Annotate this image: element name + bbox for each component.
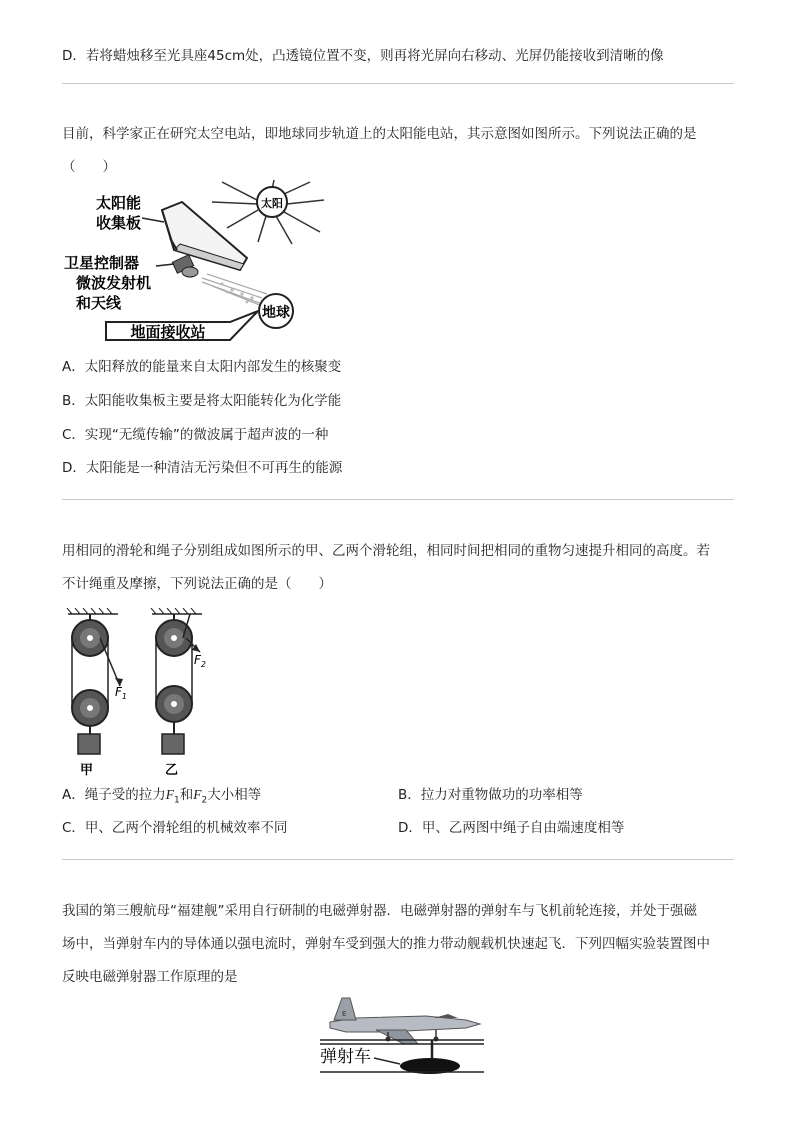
q3-stem-line2: 场中，当弹射车内的导体通以强电流时，弹射车受到强大的推力带动舰载机快速起飞．下列四幅实验装置图中 bbox=[62, 936, 710, 952]
prev-option-d: D．若将蜡烛移至光具座45cm处，凸透镜位置不变，则再将光屏向右移动、光屏仍能接收到清晰的像 bbox=[62, 48, 664, 64]
pulley-system-jia bbox=[72, 614, 127, 778]
q2-option-a[interactable]: A．绳子受的拉力$F_1$和$F_2$大小相等 bbox=[62, 787, 262, 806]
q2-option-c[interactable]: C．甲、乙两个滑轮组的机械效率不同 bbox=[62, 820, 288, 836]
q1-option-b[interactable]: B．太阳能收集板主要是将太阳能转化为化学能 bbox=[62, 393, 342, 409]
svg-text:E: E bbox=[342, 1010, 347, 1018]
q1-stem-line1: 目前，科学家正在研究太空电站，即地球同步轨道上的太阳能电站，其示意图如图所示。下列说法正确的是 bbox=[62, 126, 697, 142]
weight-block-yi bbox=[162, 734, 184, 754]
label-yi: 乙 bbox=[165, 763, 179, 778]
solar-panel-icon bbox=[162, 202, 247, 270]
label-jia: 甲 bbox=[80, 763, 94, 778]
q1-stem-line2: （ ） bbox=[62, 159, 116, 175]
weight-block-jia bbox=[78, 734, 100, 754]
pulley-system-yi bbox=[156, 614, 206, 778]
space-power-station-figure bbox=[62, 180, 332, 350]
ctrl-label-1: 卫星控制器 bbox=[64, 254, 140, 272]
q2-option-b[interactable]: B．拉力对重物做功的功率相等 bbox=[398, 787, 583, 803]
ctrl-label-2: 微波发射机 bbox=[76, 274, 152, 292]
q2-option-d[interactable]: D．甲、乙两图中绳子自由端速度相等 bbox=[398, 820, 625, 836]
cart-label: 弹射车 bbox=[320, 1047, 371, 1067]
q3-stem-line1: 我国的第三艘航母“福建舰”采用自行研制的电磁弹射器．电磁弹射器的弹射车与飞机前轮连接，并处于强磁 bbox=[62, 903, 697, 919]
q1-option-d[interactable]: D．太阳能是一种清洁无污染但不可再生的能源 bbox=[62, 460, 343, 476]
divider bbox=[62, 859, 734, 860]
q1-option-a[interactable]: A．太阳释放的能量来自太阳内部发生的核聚变 bbox=[62, 359, 342, 375]
earth-label: 地球 bbox=[262, 305, 290, 321]
sun-label: 太阳 bbox=[261, 197, 283, 210]
divider bbox=[62, 83, 734, 84]
ctrl-label-3: 和天线 bbox=[76, 294, 122, 312]
force-f2-label: $F_2$ bbox=[194, 653, 206, 669]
divider bbox=[62, 499, 734, 500]
panel-label-2: 收集板 bbox=[96, 214, 142, 232]
station-label: 地面接收站 bbox=[130, 323, 206, 341]
q3-stem-line3: 反映电磁弹射器工作原理的是 bbox=[62, 969, 238, 985]
q2-stem-line1: 用相同的滑轮和绳子分别组成如图所示的甲、乙两个滑轮组，相同时间把相同的重物匀速提升相同的高度。若 bbox=[62, 543, 710, 559]
q1-option-c[interactable]: C．实现“无缆传输”的微波属于超声波的一种 bbox=[62, 427, 329, 443]
catapult-figure bbox=[316, 992, 488, 1076]
fighter-jet-icon bbox=[330, 998, 480, 1044]
pulley-systems-figure bbox=[62, 608, 232, 780]
panel-label-1: 太阳能 bbox=[96, 194, 142, 212]
force-f1-label: $F_1$ bbox=[115, 685, 127, 701]
q2-stem-line2: 不计绳重及摩擦，下列说法正确的是（ ） bbox=[62, 576, 332, 592]
